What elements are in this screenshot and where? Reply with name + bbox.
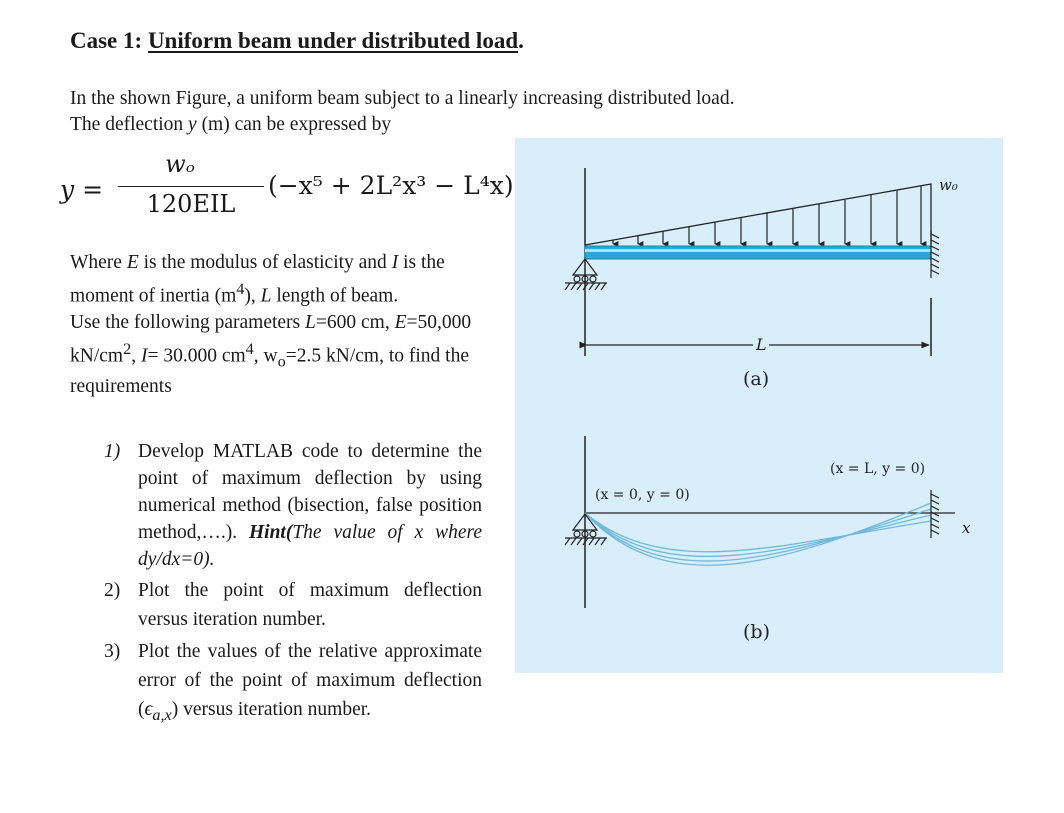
epsilon-symbol: ϵ bbox=[144, 699, 153, 720]
equation-polynomial: (−x⁵ + 2L²x³ − L⁴x) bbox=[268, 171, 514, 200]
list-item-number: 3) bbox=[104, 641, 121, 662]
fixed-wall-icon bbox=[931, 230, 939, 278]
pin-support-icon bbox=[565, 514, 607, 545]
requirements-list bbox=[100, 438, 482, 730]
intro-paragraph bbox=[70, 86, 970, 138]
def-var-E: E bbox=[126, 252, 139, 273]
epsilon-subscript: a,x bbox=[152, 705, 172, 724]
param-var-E: E bbox=[394, 311, 407, 333]
param-sub: o bbox=[277, 351, 286, 370]
definitions-paragraph bbox=[70, 250, 490, 400]
intro-line-2 bbox=[70, 112, 970, 138]
load-arrows bbox=[613, 186, 921, 244]
beam-diagram bbox=[515, 138, 1003, 673]
list-item bbox=[100, 637, 482, 730]
part-a-label: (a) bbox=[743, 368, 770, 390]
intro-line-1: In the shown Figure, a uniform beam subject to a linearly increasing distributed load. bbox=[70, 88, 735, 109]
length-label: L bbox=[756, 335, 767, 354]
param-var-I: I bbox=[140, 345, 148, 366]
def-text: is the modulus of elasticity and bbox=[138, 252, 392, 273]
def-text: is the moment of inertia (m bbox=[70, 252, 445, 307]
param-text: =50,000 kN/cm bbox=[70, 311, 472, 366]
definitions-text bbox=[70, 250, 490, 310]
def-text: length of beam. bbox=[271, 285, 399, 307]
equation-denominator: 120EIL bbox=[146, 190, 236, 218]
part-b-label: (b) bbox=[743, 621, 770, 643]
param-text: = 30.000 cm bbox=[147, 345, 246, 366]
left-boundary-condition: (x = 0, y = 0) bbox=[595, 487, 690, 503]
def-sup: 4 bbox=[236, 280, 245, 298]
beam-figure bbox=[515, 138, 1003, 673]
param-text: =2.5 kN/cm, to find the requirements bbox=[70, 345, 469, 397]
intro-line-2-post: (m) can be expressed by bbox=[196, 114, 392, 135]
page-title bbox=[70, 28, 524, 54]
title-suffix: . bbox=[518, 28, 524, 53]
def-var-I: I bbox=[391, 252, 399, 273]
list-item-number: 1) bbox=[104, 441, 121, 462]
parameters-text bbox=[70, 310, 490, 400]
list-item-text: Develop MATLAB code to determine the point of maximum deflection by using numerical method (bisection, false position method,….). bbox=[138, 441, 482, 543]
list-item-number: 2) bbox=[104, 580, 121, 601]
param-var-L: L bbox=[305, 311, 316, 333]
param-sup: 2 bbox=[123, 339, 132, 358]
beam bbox=[585, 246, 931, 259]
param-text: , bbox=[131, 345, 141, 366]
param-text: Use the following parameters bbox=[70, 311, 306, 333]
hint-text: The value of x where dy/dx=0). bbox=[138, 522, 483, 570]
right-boundary-condition: (x = L, y = 0) bbox=[830, 461, 926, 477]
param-sup: 4 bbox=[245, 339, 254, 358]
intro-var-y: y bbox=[188, 114, 197, 135]
def-text: Where bbox=[70, 252, 127, 273]
x-axis-label: x bbox=[962, 519, 971, 537]
hint-label: Hint( bbox=[248, 522, 293, 543]
fraction-bar bbox=[118, 186, 264, 187]
load-distribution-outline bbox=[585, 184, 931, 245]
pin-support-icon bbox=[565, 259, 607, 290]
def-text: ), bbox=[244, 285, 261, 307]
param-text: , w bbox=[253, 345, 278, 366]
def-var-L: L bbox=[260, 285, 272, 307]
list-item-text: ) versus iteration number. bbox=[171, 699, 372, 720]
equation-numerator: wₒ bbox=[165, 150, 195, 178]
part-a-diagram bbox=[565, 168, 939, 356]
deflected-beam bbox=[585, 503, 931, 565]
param-text: =600 cm, bbox=[315, 311, 395, 333]
list-item-text: Plot the point of maximum deflection versus iteration number. bbox=[138, 580, 482, 630]
list-item bbox=[100, 576, 482, 634]
list-item-text: Plot the values of the relative approximate error of the point of maximum deflection ( bbox=[138, 641, 482, 720]
equation-lhs: y = bbox=[60, 175, 104, 204]
list-item bbox=[100, 438, 482, 573]
beam-highlight bbox=[585, 249, 931, 252]
load-label: w₀ bbox=[939, 176, 958, 194]
title-prefix: Case 1: bbox=[70, 28, 148, 53]
title-underlined: Uniform beam under distributed load bbox=[147, 28, 519, 53]
fixed-wall-icon bbox=[931, 490, 939, 538]
deflection-equation bbox=[60, 150, 530, 230]
intro-line-2-pre: The deflection bbox=[70, 114, 189, 135]
